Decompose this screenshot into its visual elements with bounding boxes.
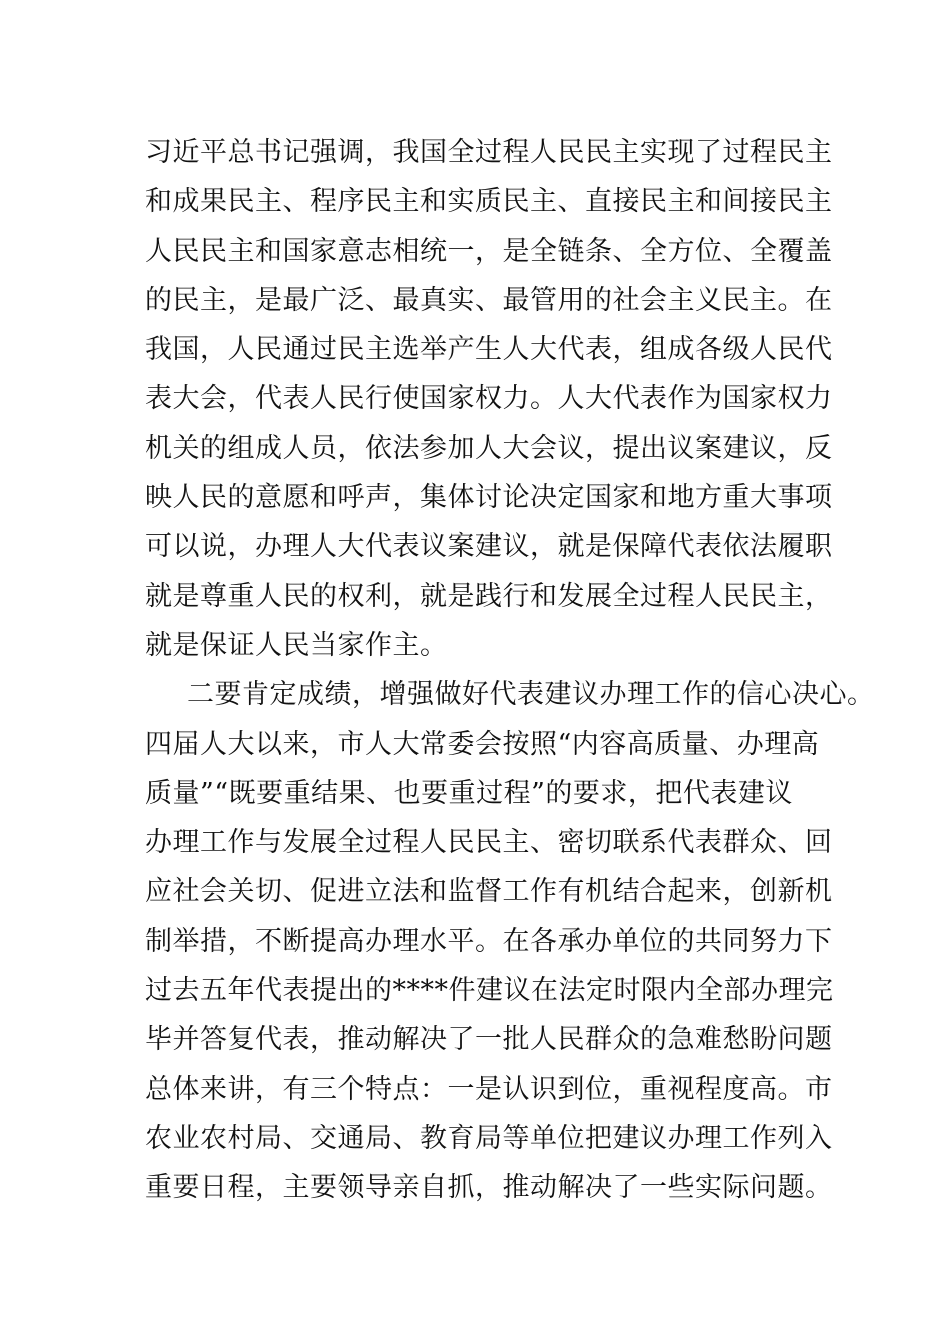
- text-line: 的民主，是最广泛、最真实、最管用的社会主义民主。在: [145, 284, 833, 316]
- text-line: 和成果民主、程序民主和实质民主、直接民主和间接民主: [145, 186, 833, 218]
- text-line: 习近平总书记强调，我国全过程人民民主实现了过程民主: [145, 137, 833, 168]
- text-line: 表大会，代表人民行使国家权力。人大代表作为国家权力: [145, 383, 833, 415]
- text-line: 办理工作与发展全过程人民民主、密切联系代表群众、回: [145, 827, 833, 859]
- text-line: 我国，人民通过民主选举产生人大代表，组成各级人民代: [145, 334, 833, 366]
- text-line: 映人民的意愿和呼声，集体讨论决定国家和地方重大事项: [145, 482, 833, 514]
- text-line: 人民民主和国家意志相统一，是全链条、全方位、全覆盖: [145, 235, 833, 267]
- text-line: 机关的组成人员，依法参加人大会议，提出议案建议，反: [145, 432, 833, 464]
- text-line: 可以说，办理人大代表议案建议，就是保障代表依法履职: [145, 531, 833, 563]
- text-line: 总体来讲，有三个特点：一是认识到位，重视程度高。市: [145, 1073, 833, 1105]
- text-line: 制举措，不断提高办理水平。在各承办单位的共同努力下: [145, 925, 833, 957]
- text-line: 就是保证人民当家作主。: [145, 629, 448, 661]
- text-line: 重要日程，主要领导亲自抓，推动解决了一些实际问题。: [145, 1172, 833, 1204]
- text-line: 应社会关切、促进立法和监督工作有机结合起来，创新机: [145, 876, 833, 908]
- text-line: 农业农村局、交通局、教育局等单位把建议办理工作列入: [145, 1122, 833, 1154]
- text-line: 过去五年代表提出的****件建议在法定时限内全部办理完: [145, 975, 834, 1007]
- text-line: 毕并答复代表，推动解决了一批人民群众的急难愁盼问题: [145, 1024, 833, 1056]
- text-line: 四届人大以来，市人大常委会按照“内容高质量、办理高: [145, 728, 820, 760]
- paragraph-start-line: 二要肯定成绩，增强做好代表建议办理工作的信心决心。: [187, 679, 875, 711]
- body-text: [145, 128, 875, 1213]
- text-line: 就是尊重人民的权利，就是践行和发展全过程人民民主，: [145, 580, 833, 612]
- text-line: 质量”“既要重结果、也要重过程”的要求，把代表建议: [145, 777, 793, 809]
